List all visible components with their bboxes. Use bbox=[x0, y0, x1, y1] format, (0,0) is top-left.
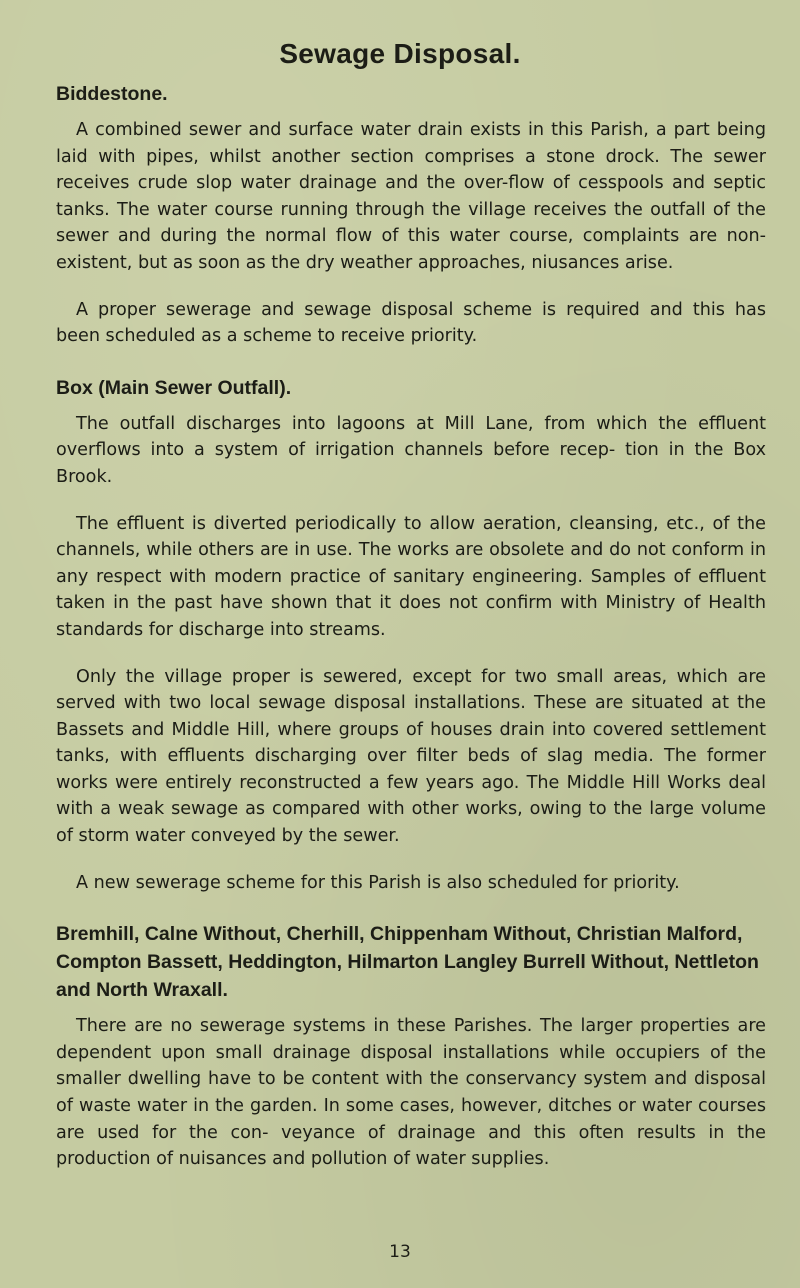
page-number: 13 bbox=[389, 1242, 411, 1262]
page-content bbox=[56, 80, 766, 1173]
page-title: Sewage Disposal. bbox=[279, 38, 521, 69]
section-box bbox=[56, 374, 766, 897]
paragraph: A proper sewerage and sewage disposal scheme is required and this has been scheduled as a scheme to receive priority. bbox=[56, 299, 766, 347]
section-heading: Biddestone. bbox=[56, 83, 168, 105]
section-parishes bbox=[56, 920, 766, 1173]
section-heading: Bremhill, Calne Without, Cherhill, Chippenham Without, Christian Malford, Compton Bassett, Heddington, Hilmarton Langley Burrell Without, Nettleton and North Wraxall. bbox=[56, 923, 759, 1002]
paragraph: The effluent is diverted periodically to allow aeration, cleansing, etc., of the channels, while others are in use. The works are obsolete and do not conform in any respect with modern practice of sanitary engineering. Samples of effluent taken in the past have shown that it does not confirm with Ministry of Health standards for discharge into streams. bbox=[56, 513, 766, 640]
paragraph: The outfall discharges into lagoons at Mill Lane, from which the effluent overflows into a system of irrigation channels before recep- tion in the Box Brook. bbox=[56, 413, 766, 487]
paragraph: There are no sewerage systems in these Parishes. The larger properties are dependent upon small drainage disposal installations while occupiers of the smaller dwelling have to be content with the conservancy system and disposal of waste water in the garden. In some cases, however, ditches or water courses are used for the con- veyance of drainage and this often results in the production of nuisances and pollution of water supplies. bbox=[56, 1016, 766, 1170]
paragraph: Only the village proper is sewered, except for two small areas, which are served with two local sewage disposal installations. These are situated at the Bassets and Middle Hill, where groups of houses drain into covered settlement tanks, with effluents discharging over filter beds of slag media. The former works were entirely reconstructed a few years ago. The Middle Hill Works deal with a weak sewage as compared with other works, owing to the large volume of storm water conveyed by the sewer. bbox=[56, 666, 766, 847]
section-biddestone bbox=[56, 80, 766, 350]
paragraph: A new sewerage scheme for this Parish is also scheduled for priority. bbox=[76, 872, 680, 893]
section-heading: Box (Main Sewer Outfall). bbox=[56, 376, 292, 399]
paragraph: A combined sewer and surface water drain exists in this Parish, a part being laid with pipes, whilst another section comprises a stone drock. The sewer receives crude slop water drainage and the over-flow of cesspools and septic tanks. The water course running through the village receives the outfall of the sewer and during the normal flow of this water course, complaints are non-existent, but as soon as the dry weather approaches, niusances arise. bbox=[56, 120, 766, 273]
